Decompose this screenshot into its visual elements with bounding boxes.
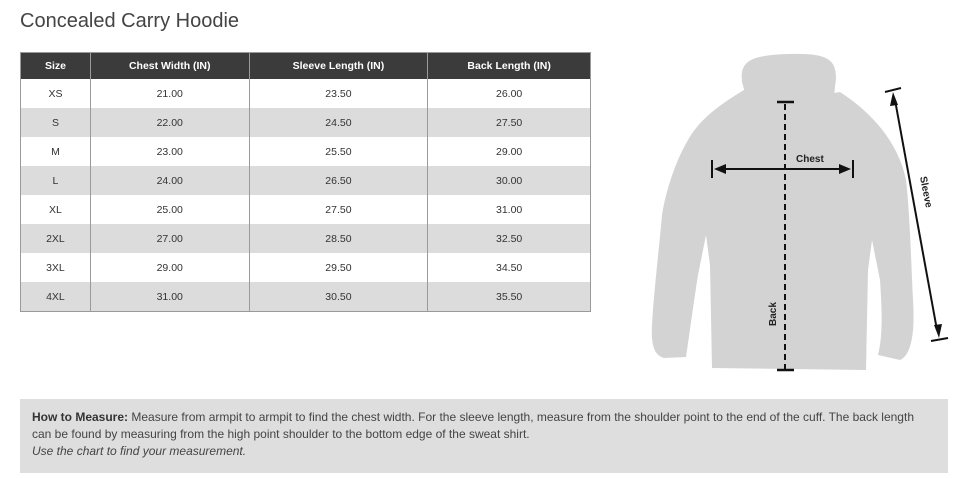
sleeve-cell: 30.50: [249, 282, 428, 312]
header-back-length: Back Length (IN): [428, 53, 591, 80]
table-header-row: [21, 53, 591, 80]
chest-cell: 29.00: [90, 253, 249, 282]
back-cell: 35.50: [428, 282, 591, 312]
how-to-measure-text: [32, 410, 914, 441]
how-to-measure-box: [20, 399, 948, 473]
chest-cell: 23.00: [90, 137, 249, 166]
size-cell: L: [21, 166, 91, 195]
back-cell: 32.50: [428, 224, 591, 253]
size-cell: XS: [21, 79, 91, 108]
how-to-measure-heading: How to Measure:: [32, 410, 129, 424]
hoodie-measurement-diagram: [640, 45, 960, 380]
back-cell: 30.00: [428, 166, 591, 195]
back-cell: 26.00: [428, 79, 591, 108]
sleeve-cell: 25.50: [249, 137, 428, 166]
back-label: Back: [768, 302, 779, 326]
chest-cell: 21.00: [90, 79, 249, 108]
table-row: [21, 253, 591, 282]
table-row: [21, 224, 591, 253]
table-row: [21, 195, 591, 224]
header-sleeve-length: Sleeve Length (IN): [249, 53, 428, 80]
size-cell: 4XL: [21, 282, 91, 312]
size-cell: XL: [21, 195, 91, 224]
size-cell: M: [21, 137, 91, 166]
sleeve-cell: 24.50: [249, 108, 428, 137]
back-cell: 29.00: [428, 137, 591, 166]
table-row: [21, 282, 591, 312]
sleeve-cell: 23.50: [249, 79, 428, 108]
sleeve-cell: 29.50: [249, 253, 428, 282]
size-cell: S: [21, 108, 91, 137]
how-to-measure-note: Use the chart to find your measurement.: [32, 444, 247, 458]
back-cell: 31.00: [428, 195, 591, 224]
sleeve-cell: 27.50: [249, 195, 428, 224]
back-cell: 34.50: [428, 253, 591, 282]
chest-label: Chest: [796, 154, 824, 165]
table-row: [21, 137, 591, 166]
sleeve-cell: 26.50: [249, 166, 428, 195]
chest-cell: 25.00: [90, 195, 249, 224]
sleeve-cell: 28.50: [249, 224, 428, 253]
chest-cell: 24.00: [90, 166, 249, 195]
table-row: [21, 79, 591, 108]
back-cell: 27.50: [428, 108, 591, 137]
size-chart-table: [20, 52, 591, 312]
size-cell: 3XL: [21, 253, 91, 282]
table-row: [21, 108, 591, 137]
size-cell: 2XL: [21, 224, 91, 253]
header-size: Size: [21, 53, 91, 80]
header-chest-width: Chest Width (IN): [90, 53, 249, 80]
chest-cell: 31.00: [90, 282, 249, 312]
table-row: [21, 166, 591, 195]
chest-cell: 27.00: [90, 224, 249, 253]
page-title: Concealed Carry Hoodie: [20, 10, 240, 32]
chest-cell: 22.00: [90, 108, 249, 137]
how-to-measure-instructions: Measure from armpit to armpit to find the chest width. For the sleeve length, measure from the shoulder point to the end of the cuff. The back length can be found by measuring from the high point shoulder to the bottom edge of the sweat shirt.: [32, 410, 914, 441]
sleeve-label: Sleeve: [917, 175, 934, 209]
